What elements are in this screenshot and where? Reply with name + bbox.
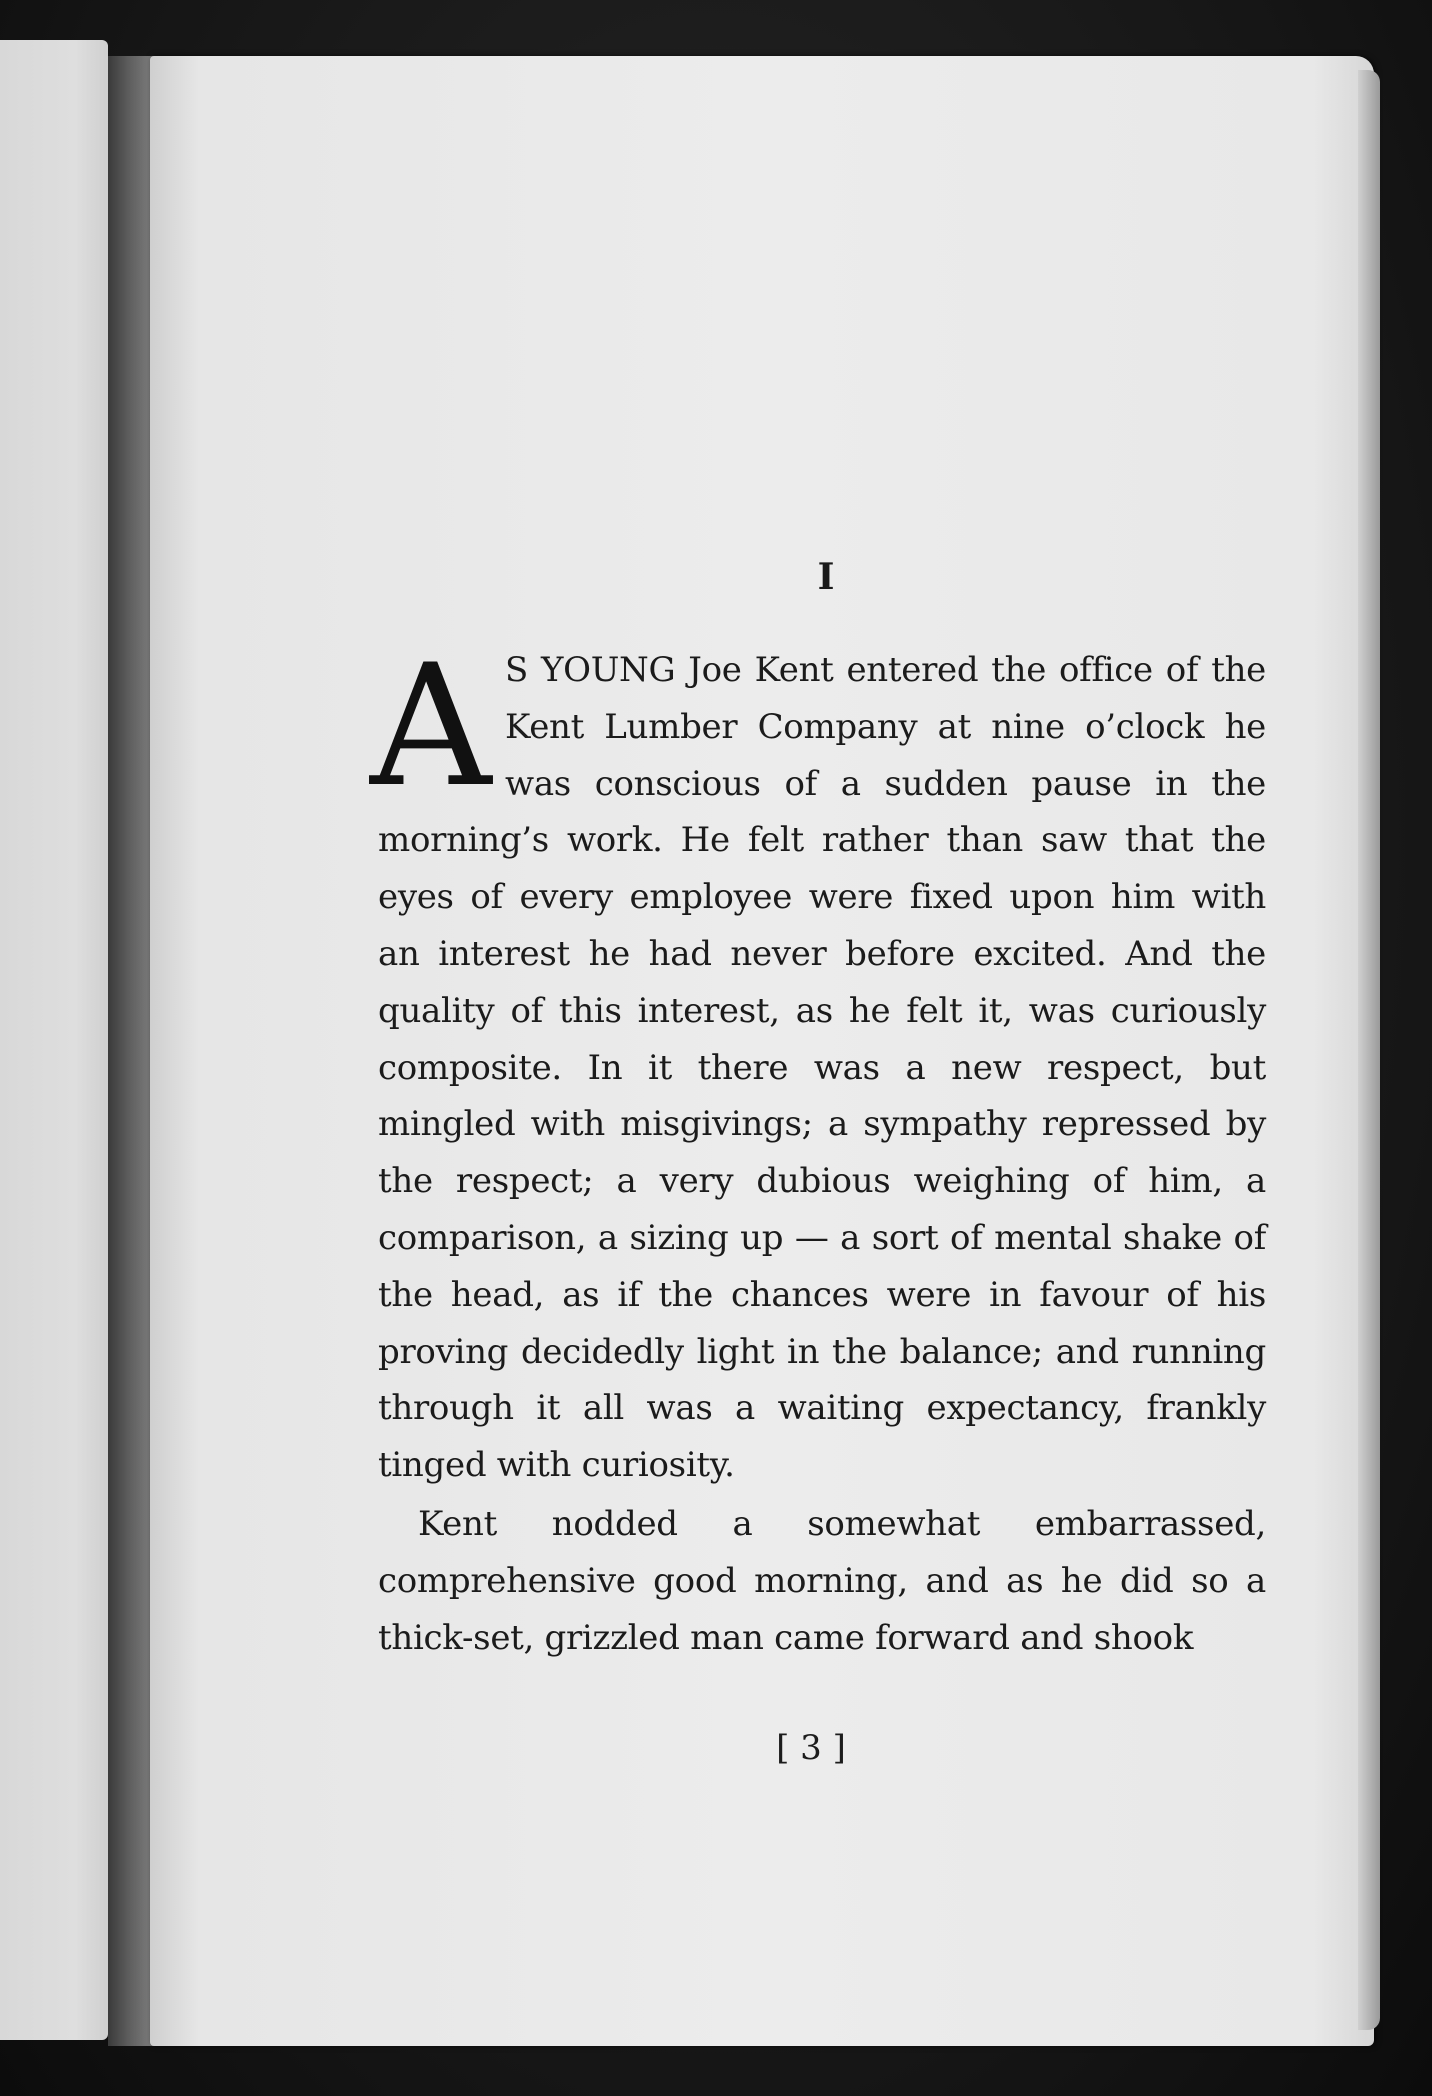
- drop-cap: A: [370, 628, 492, 824]
- body-text: [370, 628, 1266, 1666]
- book-page: [150, 56, 1374, 2046]
- page-number: [ 3 ]: [776, 1728, 846, 1768]
- paragraph-text: Kent nodded a somewhat embarrassed, comprehensive good morning, and as he did so a thick-set, grizzled man came forward and shook: [378, 1503, 1266, 1658]
- chapter-number: I: [817, 556, 835, 598]
- paragraph-text: S YOUNG Joe Kent entered the office of the Kent Lumber Company at nine o’clock he was conscious of a sudden pause in the morning’s work. He felt rather than saw that the eyes of every employee were fixed upon him with an interest he had never before excited. And the quality of this interest, as he felt it, was curiously composite. In it there was a new respect, but mingled with misgivings; a sympathy repressed by the respect; a very dubious weighing of him, a comparison, a sizing up — a sort of mental shake of the head, as if the chances were in favour of his proving decidedly light in the balance; and running through it all was a waiting expectancy, frankly tinged with curiosity.: [378, 650, 1266, 1486]
- left-page-edge: [0, 40, 108, 2040]
- paragraph: [378, 1496, 1266, 1666]
- paragraph: [370, 628, 1266, 1494]
- page-stack-edge: [1358, 70, 1380, 2030]
